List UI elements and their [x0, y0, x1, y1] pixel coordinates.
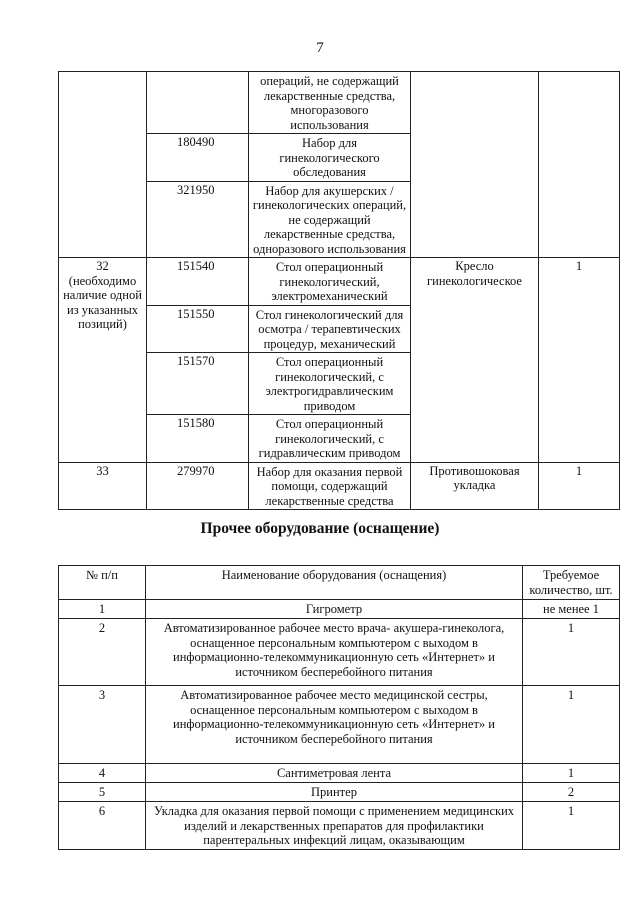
header-num: № п/п — [59, 566, 146, 600]
name-cell: операций, не содержащий лекарственные средства, многоразового использования — [249, 72, 411, 134]
name-cell: Набор для гинекологического обследования — [249, 134, 411, 182]
page-number: 7 — [316, 40, 324, 56]
number-cell — [59, 72, 147, 258]
code-cell: 151580 — [147, 415, 249, 463]
row-num: 2 — [59, 619, 146, 686]
row-qty: 1 — [523, 619, 620, 686]
type-cell: Противошоковая укладка — [411, 462, 539, 510]
row-num: 4 — [59, 764, 146, 783]
table-row — [59, 686, 620, 764]
code-cell: 151550 — [147, 305, 249, 353]
row-num: 6 — [59, 802, 146, 850]
name-cell: Стол гинекологический для осмотра / терапевтических процедур, механический — [249, 305, 411, 353]
row-name: Укладка для оказания первой помощи с применением медицинских изделий и лекарственных препаратов для профилактики парентеральных инфекций лицам, оказывающим — [146, 802, 523, 850]
table-row — [59, 783, 620, 802]
table-row — [59, 764, 620, 783]
row-num: 1 — [59, 600, 146, 619]
type-cell — [411, 72, 539, 258]
row-qty: 1 — [523, 764, 620, 783]
code-cell: 180490 — [147, 134, 249, 182]
table-row — [59, 802, 620, 850]
row-name: Принтер — [146, 783, 523, 802]
row-name: Гигрометр — [146, 600, 523, 619]
row-qty: 1 — [523, 686, 620, 764]
row-name: Автоматизированное рабочее место врача- акушера-гинеколога, оснащенное персональным компьютером с выходом в информационно-телекоммуникационную сеть «Интернет» и источником бесперебойного питания — [146, 619, 523, 686]
header-qty: Требуемое количество, шт. — [523, 566, 620, 600]
row-qty: 1 — [523, 802, 620, 850]
section-heading: Прочее оборудование (оснащение) — [200, 520, 440, 537]
name-cell: Набор для акушерских /гинекологических операций, не содержащий лекарственные средства, одноразового использования — [249, 181, 411, 258]
name-cell: Стол операционный гинекологический, электромеханический — [249, 258, 411, 306]
quantity-cell — [539, 72, 620, 258]
number-cell: 32 (необходимо наличие одной из указанных позиций) — [59, 258, 147, 463]
row-qty: не менее 1 — [523, 600, 620, 619]
number-cell: 33 — [59, 462, 147, 510]
header-name: Наименование оборудования (оснащения) — [146, 566, 523, 600]
table-row — [59, 462, 620, 510]
row-num: 3 — [59, 686, 146, 764]
equipment-table-continued — [58, 71, 620, 510]
row-qty: 2 — [523, 783, 620, 802]
row-name: Автоматизированное рабочее место медицинской сестры, оснащенное персональным компьютером с выходом в информационно-телекоммуникационную сеть «Интернет» и источником бесперебойного питания — [146, 686, 523, 764]
name-cell: Набор для оказания первой помощи, содержащий лекарственные средства — [249, 462, 411, 510]
code-cell: 151540 — [147, 258, 249, 306]
row-num: 5 — [59, 783, 146, 802]
quantity-cell: 1 — [539, 258, 620, 463]
code-cell: 151570 — [147, 353, 249, 415]
other-equipment-table — [58, 565, 620, 850]
name-cell: Стол операционный гинекологический, с гидравлическим приводом — [249, 415, 411, 463]
name-cell: Стол операционный гинекологический, с электрогидравлическим приводом — [249, 353, 411, 415]
quantity-cell: 1 — [539, 462, 620, 510]
row-name: Сантиметровая лента — [146, 764, 523, 783]
code-cell: 279970 — [147, 462, 249, 510]
table-header-row — [59, 566, 620, 600]
table-row — [59, 72, 620, 134]
type-cell: Кресло гинекологическое — [411, 258, 539, 463]
code-cell — [147, 72, 249, 134]
table-row — [59, 258, 620, 306]
code-cell: 321950 — [147, 181, 249, 258]
table-row — [59, 619, 620, 686]
table-row — [59, 600, 620, 619]
